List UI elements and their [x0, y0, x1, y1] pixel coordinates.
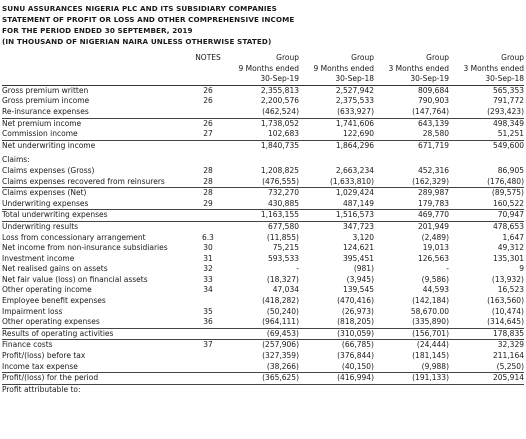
row-note: 28: [192, 188, 224, 199]
table-body: [2, 85, 524, 395]
row-value: (293,423): [487, 106, 524, 116]
row-value: (376,844): [337, 351, 374, 361]
row-label: Claims expenses recovered from reinsurers: [2, 176, 165, 186]
col4-date: 30-Sep-18: [449, 74, 524, 85]
row-label: Underwriting expenses: [2, 198, 89, 208]
row-value: 201,949: [374, 221, 449, 232]
row-label: Investment income: [2, 253, 75, 263]
row-value: 122,690: [342, 129, 374, 139]
col2-date: 30-Sep-18: [299, 74, 374, 85]
table-row: [2, 243, 524, 254]
row-value: [374, 384, 449, 395]
row-value: 791,772: [492, 96, 524, 106]
row-value: 49,312: [497, 243, 524, 253]
col3-group: Group: [426, 53, 449, 62]
row-value: (163,560): [487, 296, 524, 306]
row-value: 1,864,296: [299, 140, 374, 151]
row-note: 28: [203, 165, 213, 175]
table-row: [2, 384, 524, 395]
table-row: [2, 254, 524, 265]
row-note: [192, 362, 224, 373]
row-value: (476,555): [262, 176, 299, 186]
row-label: Profit/(loss) for the period: [2, 373, 192, 385]
row-label: Income tax expense: [2, 361, 78, 371]
row-value: 1,738,052: [224, 118, 299, 129]
row-value: 643,139: [374, 118, 449, 129]
row-value: 347,723: [299, 221, 374, 232]
row-value: [449, 155, 524, 166]
row-label: Finance costs: [2, 340, 192, 351]
row-value: (5,250): [496, 361, 524, 371]
row-value: 9: [519, 264, 524, 274]
row-value: 179,783: [417, 198, 449, 208]
row-note: 32: [203, 264, 213, 274]
row-value: (162,329): [412, 176, 449, 186]
col3-date: 30-Sep-19: [374, 74, 449, 85]
table-row: [2, 188, 524, 199]
row-value: 1,647: [502, 232, 524, 242]
row-label: Net underwriting income: [2, 140, 192, 151]
table-row: [2, 129, 524, 140]
row-value: 289,987: [374, 188, 449, 199]
row-value: (176,480): [487, 176, 524, 186]
row-label: Results of operating activities: [2, 328, 192, 340]
row-value: 2,375,533: [335, 96, 374, 106]
row-value: 211,164: [492, 351, 524, 361]
row-value: 549,600: [449, 140, 524, 151]
row-value: (18,327): [266, 274, 299, 284]
row-value: 430,885: [267, 198, 299, 208]
row-value: 487,149: [342, 198, 374, 208]
row-note: 26: [203, 85, 213, 95]
row-note: 35: [203, 306, 213, 316]
table-row: [2, 317, 524, 328]
row-note: 30: [203, 243, 213, 253]
col4-group: Group: [501, 53, 524, 62]
table-row: [2, 96, 524, 107]
row-value: (310,059): [299, 328, 374, 340]
row-value: (314,645): [487, 317, 524, 327]
row-value: 3,120: [352, 232, 374, 242]
row-value: (50,240): [266, 306, 299, 316]
company-name: SUNU ASSURANCES NIGERIA PLC AND ITS SUBSIDIARY COMPANIES: [2, 4, 277, 13]
row-value: 160,522: [492, 198, 524, 208]
table-header: [2, 53, 524, 85]
row-value: 478,653: [449, 221, 524, 232]
row-value: (191,133): [374, 373, 449, 385]
row-value: 126,563: [417, 253, 449, 263]
col3-period: 3 Months ended: [388, 63, 449, 73]
row-value: 732,270: [224, 188, 299, 199]
period-description: FOR THE PERIOD ENDED 30 SEPTEMBER, 2019: [2, 26, 193, 35]
row-note: 27: [203, 129, 213, 139]
row-value: 593,533: [267, 253, 299, 263]
row-value: (9,988): [421, 361, 449, 371]
row-value: (9,586): [421, 274, 449, 284]
row-value: [299, 155, 374, 166]
row-value: (11,855): [266, 232, 299, 242]
row-value: (10,474): [491, 306, 524, 316]
row-note: 36: [203, 317, 213, 327]
row-label: Gross premium income: [2, 96, 90, 106]
row-value: 139,545: [342, 285, 374, 295]
row-note: 29: [203, 198, 213, 208]
table-row: [2, 140, 524, 151]
row-value: 2,527,942: [335, 85, 374, 95]
col4-period: 3 Months ended: [463, 63, 524, 73]
row-value: 86,905: [497, 165, 524, 175]
row-value: (69,453): [224, 328, 299, 340]
row-value: 16,523: [497, 285, 524, 295]
table-row: [2, 328, 524, 340]
row-value: (2,489): [421, 232, 449, 242]
table-row: [2, 307, 524, 318]
row-value: (470,416): [337, 296, 374, 306]
row-value: (633,927): [337, 106, 374, 116]
row-value: (142,184): [412, 296, 449, 306]
row-value: 671,719: [374, 140, 449, 151]
row-value: 809,684: [417, 85, 449, 95]
table-row: [2, 296, 524, 307]
row-value: (335,890): [412, 317, 449, 327]
row-value: 1,029,424: [299, 188, 374, 199]
row-note: [192, 384, 224, 395]
col1-group: Group: [276, 53, 299, 62]
row-value: -: [446, 264, 449, 274]
row-value: 452,316: [417, 165, 449, 175]
row-value: (418,282): [262, 296, 299, 306]
row-label: Profit attributable to:: [2, 384, 81, 394]
row-value: 70,947: [449, 210, 524, 222]
row-note: [192, 210, 224, 222]
row-value: (964,111): [262, 317, 299, 327]
row-note: 28: [203, 176, 213, 186]
table-row: [2, 362, 524, 373]
table-row: [2, 210, 524, 222]
row-value: 102,683: [267, 129, 299, 139]
row-note: [192, 107, 224, 118]
row-value: 565,353: [492, 85, 524, 95]
notes-header: NOTES: [195, 53, 221, 62]
row-note: 26: [192, 118, 224, 129]
row-value: (66,785): [299, 340, 374, 351]
row-note: [192, 328, 224, 340]
row-label: Re-insurance expenses: [2, 106, 89, 116]
table-row: [2, 351, 524, 362]
row-value: 178,835: [449, 328, 524, 340]
row-note: [192, 140, 224, 151]
row-value: 1,516,573: [299, 210, 374, 222]
row-value: 677,580: [224, 221, 299, 232]
table-row: [2, 107, 524, 118]
row-value: 124,621: [342, 243, 374, 253]
row-label: Commission income: [2, 129, 78, 139]
row-value: 205,914: [449, 373, 524, 385]
row-value: (3,945): [346, 274, 374, 284]
row-value: (818,205): [337, 317, 374, 327]
row-value: (981): [353, 264, 374, 274]
row-note: [192, 351, 224, 362]
statement-header: [2, 3, 294, 47]
row-value: (462,524): [262, 106, 299, 116]
row-value: [224, 384, 299, 395]
row-label: Claims expenses (Gross): [2, 165, 95, 175]
row-value: 75,215: [272, 243, 299, 253]
row-value: (89,575): [449, 188, 524, 199]
row-value: (26,973): [341, 306, 374, 316]
profit-loss-table: [2, 53, 524, 395]
row-label: Net income from non-insurance subsidiaries: [2, 243, 168, 253]
table-row: [2, 275, 524, 286]
row-label: Net fair value (loss) on financial assets: [2, 274, 148, 284]
row-value: 1,163,155: [224, 210, 299, 222]
table-row: [2, 285, 524, 296]
row-value: (416,994): [299, 373, 374, 385]
row-label: Gross premium written: [2, 85, 89, 95]
row-value: (327,359): [262, 351, 299, 361]
col1-period: 9 Months ended: [238, 63, 299, 73]
row-note: 26: [203, 96, 213, 106]
row-label: Underwriting results: [2, 221, 192, 232]
table-row: [2, 85, 524, 96]
row-value: [224, 155, 299, 166]
row-note: [192, 296, 224, 307]
row-label: Claims:: [2, 155, 30, 165]
row-value: (40,150): [341, 361, 374, 371]
row-label: Loss from concessionary arrangement: [2, 232, 146, 242]
row-value: 58,670.00: [410, 306, 449, 316]
row-value: 395,451: [342, 253, 374, 263]
row-value: (24,444): [374, 340, 449, 351]
row-note: 37: [192, 340, 224, 351]
row-value: 469,770: [374, 210, 449, 222]
row-value: 1,208,825: [260, 165, 299, 175]
row-label: Other operating income: [2, 285, 92, 295]
row-value: (181,145): [412, 351, 449, 361]
table-row: [2, 340, 524, 351]
col2-group: Group: [351, 53, 374, 62]
row-note: [192, 373, 224, 385]
col2-period: 9 Months ended: [313, 63, 374, 73]
row-value: 44,593: [422, 285, 449, 295]
row-value: 1,741,606: [299, 118, 374, 129]
table-row: [2, 221, 524, 232]
row-label: Net premium income: [2, 118, 192, 129]
row-value: [299, 384, 374, 395]
table-row: [2, 166, 524, 177]
row-value: 1,840,735: [224, 140, 299, 151]
row-value: (257,906): [224, 340, 299, 351]
row-note: [192, 221, 224, 232]
row-label: Profit/(loss) before tax: [2, 351, 86, 361]
row-value: (13,932): [491, 274, 524, 284]
row-value: [449, 384, 524, 395]
row-value: [374, 155, 449, 166]
row-value: (147,764): [412, 106, 449, 116]
row-note: 34: [203, 285, 213, 295]
row-label: Employee benefit expenses: [2, 296, 106, 306]
table-row: [2, 233, 524, 244]
table-row: [2, 199, 524, 210]
table-row: [2, 118, 524, 129]
row-value: 51,251: [497, 129, 524, 139]
table-row: [2, 155, 524, 166]
row-note: 33: [203, 274, 213, 284]
row-value: -: [296, 264, 299, 274]
row-value: 135,301: [492, 253, 524, 263]
row-value: 19,013: [422, 243, 449, 253]
row-value: 498,349: [449, 118, 524, 129]
row-value: (1,633,810): [329, 176, 374, 186]
table-row: [2, 177, 524, 188]
row-label: Total underwriting expenses: [2, 210, 192, 222]
table-row: [2, 264, 524, 275]
row-note: 31: [203, 253, 213, 263]
row-value: 32,329: [449, 340, 524, 351]
row-value: 28,580: [422, 129, 449, 139]
statement-title: STATEMENT OF PROFIT OR LOSS AND OTHER COMPREHENSIVE INCOME: [2, 15, 295, 24]
row-value: 790,903: [417, 96, 449, 106]
row-value: 2,200,576: [260, 96, 299, 106]
row-label: Net realised gains on assets: [2, 264, 108, 274]
row-value: (156,701): [374, 328, 449, 340]
table-row: [2, 373, 524, 385]
row-note: 6.3: [202, 232, 214, 242]
col1-date: 30-Sep-19: [224, 74, 299, 85]
row-value: (365,625): [224, 373, 299, 385]
row-value: 2,663,234: [335, 165, 374, 175]
row-note: [192, 155, 224, 166]
row-label: Claims expenses (Net): [2, 188, 192, 199]
row-value: 47,034: [272, 285, 299, 295]
currency-note: (IN THOUSAND OF NIGERIAN NAIRA UNLESS OTHERWISE STATED): [2, 37, 272, 46]
row-value: 2,355,813: [260, 85, 299, 95]
row-value: (38,266): [266, 361, 299, 371]
row-label: Impairment loss: [2, 306, 63, 316]
row-label: Other operating expenses: [2, 317, 100, 327]
